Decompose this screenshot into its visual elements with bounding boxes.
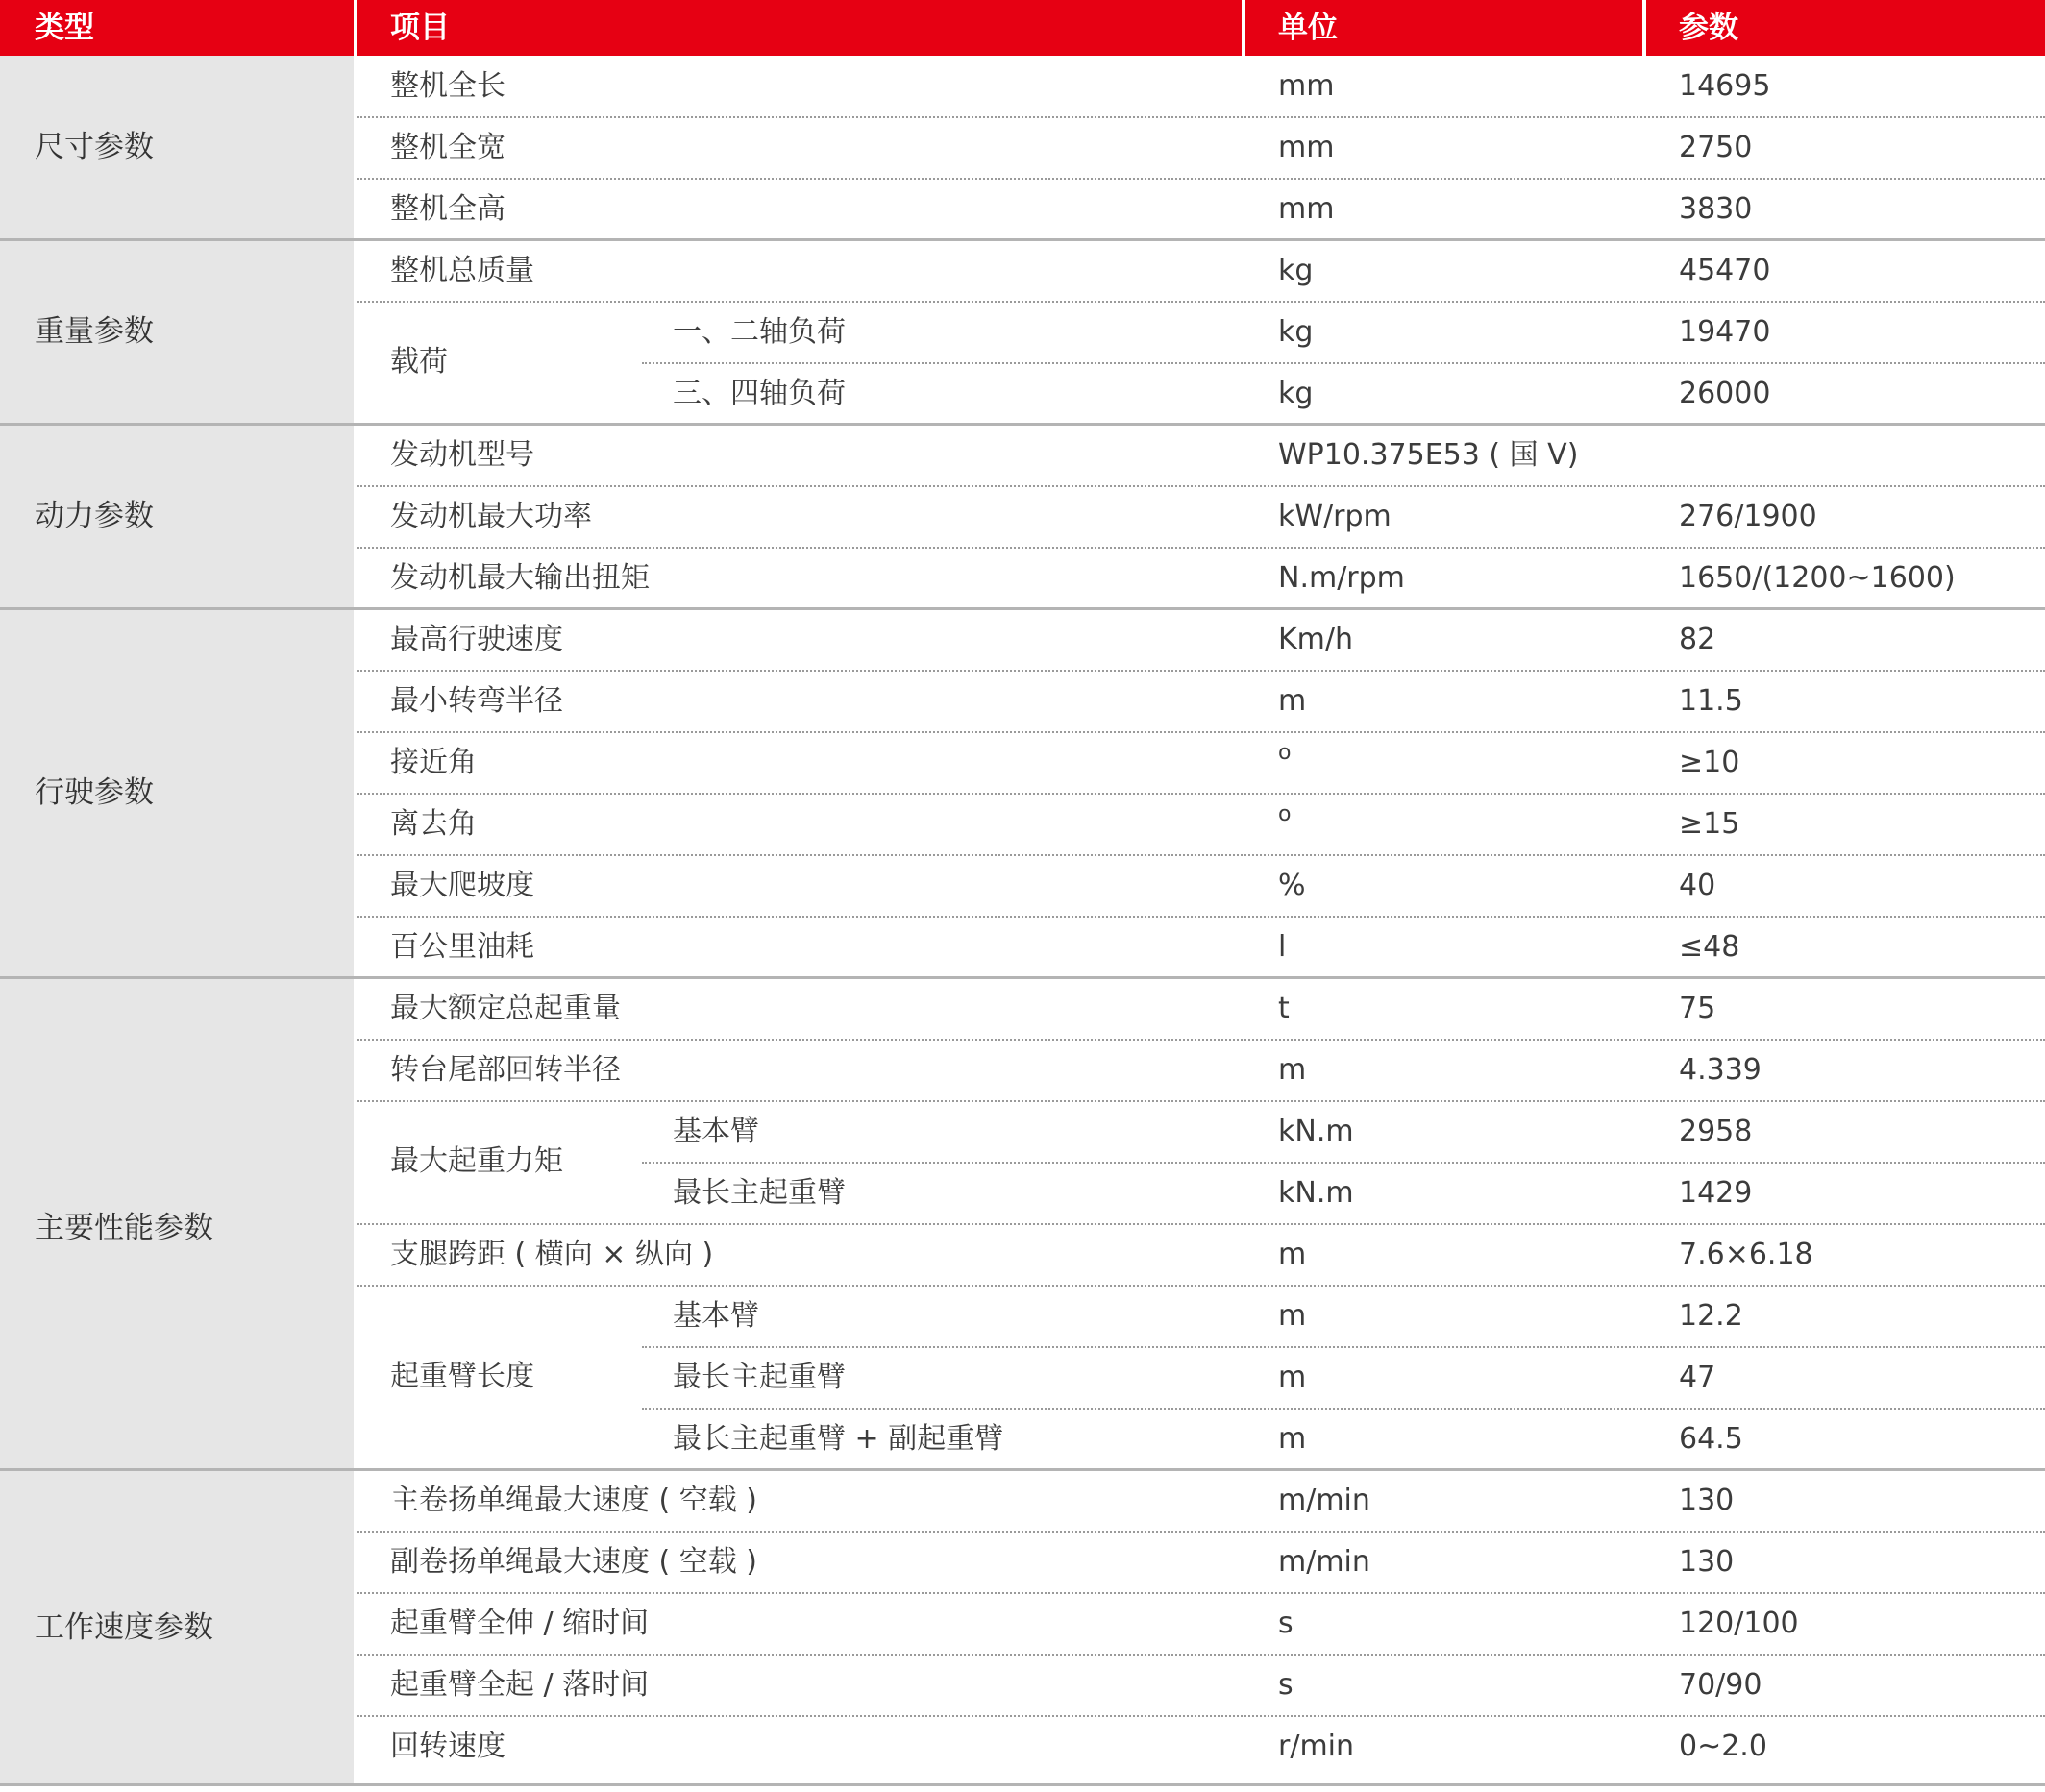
group-label: 载荷 (390, 345, 448, 379)
category-label: 动力参数 (35, 499, 154, 533)
category-label: 主要性能参数 (35, 1211, 213, 1245)
column-gap (1642, 56, 1646, 1785)
row-item: 转台尾部回转半径 (390, 1053, 621, 1087)
group-divider (0, 1783, 2045, 1786)
category-label: 重量参数 (35, 314, 154, 349)
row-item: 百公里油耗 (390, 930, 534, 964)
row-unit: m (1278, 684, 1307, 718)
row-value: 70/90 (1679, 1668, 1762, 1702)
row-item: 最大爬坡度 (390, 869, 534, 902)
row-unit: kN.m (1278, 1176, 1354, 1210)
header-divider (354, 0, 357, 56)
row-unit: mm (1278, 69, 1335, 103)
row-item: 起重臂全起 / 落时间 (390, 1668, 650, 1702)
row-item: 最高行驶速度 (390, 623, 563, 656)
row-sub: 三、四轴负荷 (673, 377, 846, 410)
header-type: 类型 (35, 11, 94, 45)
row-item: 回转速度 (390, 1730, 505, 1763)
row-sub: 最长主起重臂 (673, 1361, 846, 1394)
row-value: 19470 (1679, 315, 1771, 349)
row-unit: m (1278, 1422, 1307, 1456)
row-unit: m/min (1278, 1545, 1370, 1579)
row-divider (357, 916, 2045, 918)
row-unit: kg (1278, 377, 1314, 410)
row-value: 3830 (1679, 192, 1753, 226)
row-item: 支腿跨距 ( 横向 × 纵向 ) (390, 1238, 714, 1271)
row-value: 2958 (1679, 1115, 1753, 1148)
row-divider (357, 116, 2045, 118)
row-unit: kg (1278, 315, 1314, 349)
row-item: 整机总质量 (390, 254, 534, 287)
row-value: 7.6×6.18 (1679, 1238, 1813, 1271)
row-sub: 基本臂 (673, 1115, 759, 1148)
row-sub: 基本臂 (673, 1299, 759, 1333)
row-divider (357, 854, 2045, 856)
header-value: 参数 (1679, 11, 1738, 45)
row-value: 11.5 (1679, 684, 1743, 718)
row-item: 发动机最大输出扭矩 (390, 561, 650, 595)
row-unit: N.m/rpm (1278, 561, 1405, 595)
row-item: 主卷扬单绳最大速度 ( 空载 ) (390, 1484, 758, 1517)
group-label: 起重臂长度 (390, 1360, 534, 1393)
row-value: 12.2 (1679, 1299, 1743, 1333)
row-unit: m (1278, 1238, 1307, 1271)
group-label: 最大起重力矩 (390, 1144, 563, 1178)
row-value: 130 (1679, 1545, 1735, 1579)
row-unit: Km/h (1278, 623, 1354, 656)
row-divider (357, 301, 2045, 303)
row-unit: mm (1278, 131, 1335, 164)
row-value: 4.339 (1679, 1053, 1762, 1087)
row-unit: s (1278, 1607, 1294, 1640)
row-value: 1429 (1679, 1176, 1753, 1210)
row-unit: m (1278, 1361, 1307, 1394)
row-divider (357, 670, 2045, 672)
category-label: 尺寸参数 (35, 130, 154, 164)
row-sub: 一、二轴负荷 (673, 315, 846, 349)
column-gap (1242, 56, 1245, 1785)
row-item: 最小转弯半径 (390, 684, 563, 718)
row-value: 120/100 (1679, 1607, 1799, 1640)
category-label: 工作速度参数 (35, 1610, 213, 1645)
row-unit: r/min (1278, 1730, 1355, 1763)
row-value: 40 (1679, 869, 1716, 902)
row-item: 整机全长 (390, 69, 505, 103)
row-unit: m (1278, 1053, 1307, 1087)
row-value: 75 (1679, 992, 1716, 1025)
row-item: 副卷扬单绳最大速度 ( 空载 ) (390, 1545, 758, 1579)
row-unit: s (1278, 1668, 1294, 1702)
row-item: 整机全宽 (390, 131, 505, 164)
row-unit: l (1278, 930, 1287, 964)
header-item: 项目 (390, 11, 450, 45)
row-unit: kW/rpm (1278, 500, 1392, 533)
row-unit: mm (1278, 192, 1335, 226)
row-divider (642, 1346, 2045, 1348)
row-value: ≤48 (1679, 930, 1740, 964)
row-value: ≥10 (1679, 746, 1740, 779)
row-unit: o (1278, 741, 1292, 765)
row-item: 离去角 (390, 807, 477, 841)
row-sub: 最长主起重臂 (673, 1176, 846, 1210)
row-item: 最大额定总起重量 (390, 992, 621, 1025)
row-item: 接近角 (390, 746, 477, 779)
row-unit: WP10.375E53 ( 国 V) (1278, 438, 1579, 472)
row-unit: kN.m (1278, 1115, 1354, 1148)
row-unit: m/min (1278, 1484, 1370, 1517)
row-value: 82 (1679, 623, 1716, 656)
row-divider (642, 362, 2045, 364)
row-value: 2750 (1679, 131, 1753, 164)
row-value: 0~2.0 (1679, 1730, 1767, 1763)
row-value: 14695 (1679, 69, 1771, 103)
category-label: 行驶参数 (35, 775, 154, 810)
row-divider (357, 793, 2045, 795)
row-unit: t (1278, 992, 1290, 1025)
row-unit: % (1278, 869, 1306, 902)
row-item: 整机全高 (390, 192, 505, 226)
row-item: 起重臂全伸 / 缩时间 (390, 1607, 650, 1640)
header-divider (1242, 0, 1245, 56)
row-item: 发动机型号 (390, 438, 534, 472)
row-value: 47 (1679, 1361, 1716, 1394)
row-value: 26000 (1679, 377, 1771, 410)
row-value: ≥15 (1679, 807, 1740, 841)
row-unit: m (1278, 1299, 1307, 1333)
row-item: 发动机最大功率 (390, 500, 592, 533)
row-divider (357, 731, 2045, 733)
header-divider (1642, 0, 1646, 56)
row-value: 276/1900 (1679, 500, 1817, 533)
row-unit: kg (1278, 254, 1314, 287)
row-divider (357, 178, 2045, 180)
row-value: 64.5 (1679, 1422, 1743, 1456)
row-value: 45470 (1679, 254, 1771, 287)
row-value: 1650/(1200~1600) (1679, 561, 1956, 595)
row-unit: o (1278, 802, 1292, 826)
row-sub: 最长主起重臂 + 副起重臂 (673, 1422, 1004, 1456)
row-value: 130 (1679, 1484, 1735, 1517)
header-unit: 单位 (1278, 11, 1338, 45)
